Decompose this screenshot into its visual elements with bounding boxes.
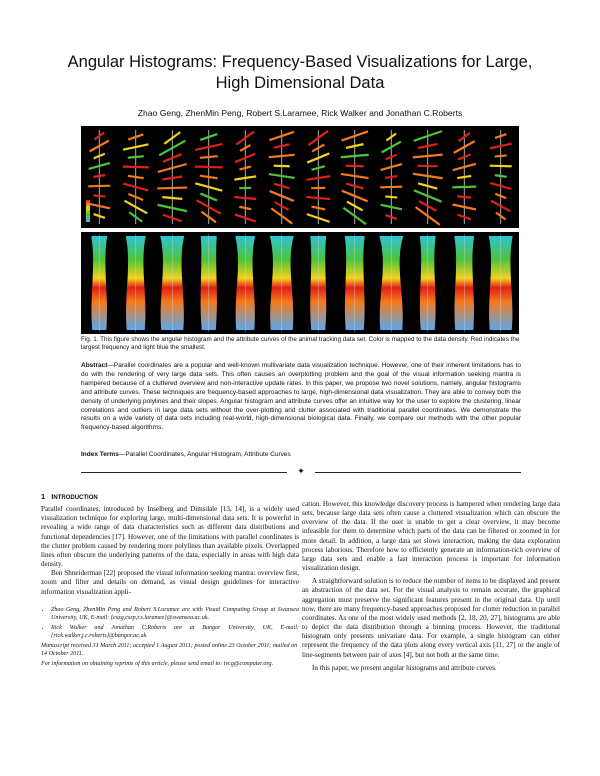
histogram-bin bbox=[157, 188, 187, 189]
index-terms-label: Index Terms bbox=[81, 451, 119, 458]
divider-diamond-icon: ✦ bbox=[297, 467, 305, 477]
histogram-bin bbox=[128, 156, 144, 157]
index-terms-text: —Parallel Coordinates, Angular Histogram, Attribute Curves bbox=[118, 451, 291, 458]
histogram-bin bbox=[195, 167, 223, 168]
divider-line-right bbox=[315, 472, 521, 473]
affiliation-bangor: • Rick Walker and Jonathan C.Roberts are at Bangor University, UK, E-mail: {rick.walker,j.c.roberts}@bangor.ac.uk. bbox=[51, 624, 299, 640]
intro-paragraph-2: Ben Shneiderman [22] proposed the visual information seeking mantra: overview first, zoom and filter and details on demand, as visual design guidelines for interactive information visualization appli- bbox=[41, 569, 299, 596]
section-title-rest: NTRODUCTION bbox=[53, 495, 98, 501]
histogram-bin bbox=[418, 166, 438, 167]
histogram-bin bbox=[123, 167, 149, 168]
abstract-label: Abstract bbox=[81, 362, 108, 369]
author-list: Zhao Geng, ZhenMin Peng, Robert S.Laramee, Rick Walker and Jonathan C.Roberts bbox=[137, 108, 463, 118]
figure-bottom-panel bbox=[81, 232, 519, 334]
histogram-bin bbox=[452, 187, 476, 188]
section-title-initial: I bbox=[51, 492, 54, 501]
teaser-figure bbox=[81, 126, 519, 334]
histogram-bin bbox=[495, 155, 507, 156]
affiliation-swansea: • Zhao Geng, ZhenMin Peng and Robert S.Laramee are with Visual Computing Group at Swansea University, UK, E-mail: {cszg,cszp,r.s.laramee}@swansea.ac.uk. bbox=[51, 606, 299, 622]
footnotes bbox=[41, 606, 299, 668]
abstract-text: —Parallel coordinates are a popular and well-known multivariate data visualization technique. However, one of their inherent limitations has to do with the rendering of very large data sets. This often causes an overplotting problem and the goal of the visual information seeking mantra is hampered because of a cluttered overview and non-interactive update rates. In this paper, we propose two novel solutions, namely, angular histograms and attribute curves. These techniques are frequency-based approaches to large, high-dimensional data visualization. They are able to convey both the density of underlying polylines and their slopes. Angular histogram and attribute curves offer an intuitive way for the user to explore the clustering, linear correlations and outliers in large data sets without the over-plotting and clutter associated with traditional parallel coordinates. We demonstrate the results on a wide variety of data sets including real-world, high-dimensional biological data. Finally, we compare our methods with the other popular frequency-based algorithms. bbox=[81, 362, 521, 432]
histogram-bin bbox=[457, 196, 471, 197]
right-column bbox=[302, 500, 560, 673]
figure-caption: Fig. 1. This figure shows the angular histogram and the attribute curves of the animal tracking data set. Color is mapped to the data density. Red indicates the largest frequency and light blue the smallest. bbox=[81, 336, 520, 352]
intro-paragraph-1: Parallel coordinates, introduced by Inselberg and Dimsdale [13, 14], is a widely used visualization technique for exploring large, multi-dimensional data sets. It is powerful in revealing a wide range of data characteristics such as different data distributions and functional dependencies [17]. However, one of the limitations with parallel coordinates is the clutter problem caused by rendering more polylines than available pixels. Overlapped lines often obscure the underlying patterns of the data, especially in areas with high data density. bbox=[41, 505, 299, 569]
section-divider bbox=[81, 466, 521, 478]
reprint-info: For information on obtaining reprints of this article, please send email to: tvcg@computer.org. bbox=[41, 660, 274, 667]
histogram-bin bbox=[93, 195, 105, 196]
histogram-bin bbox=[385, 196, 397, 197]
histogram-bin bbox=[88, 186, 110, 187]
manuscript-dates: Manuscript received 31 March 2011; accepted 1 August 2011; posted online 23 October 2011; mailed on 14 October 2011. bbox=[41, 642, 298, 657]
intro-paragraph-5: In this paper, we present angular histograms and attribute curves. bbox=[312, 663, 497, 672]
index-terms bbox=[81, 451, 521, 460]
histogram-bin bbox=[346, 166, 364, 167]
divider-line-left bbox=[81, 472, 287, 473]
left-column bbox=[41, 492, 299, 668]
section-number: 1 bbox=[41, 492, 46, 501]
paper-title-line-2: High Dimensional Data bbox=[215, 74, 385, 92]
histogram-bin bbox=[380, 187, 402, 188]
paper-title-line-1: Angular Histograms: Frequency-Based Visualizations for Large, bbox=[67, 53, 533, 71]
paper-title bbox=[40, 52, 560, 94]
teaser-figure-graphic bbox=[81, 126, 519, 334]
intro-paragraph-3: cation. However, this knowledge discovery process is hampered when rendering large data sets, because large data sets often cause a cluttered visualization which can obscure the overview of the data. If the user is unable to get a clear overview, it may become infeasible for them to determine which parts of the data can be filtered or zoomed in for more detail. In addition, a large data set slows interaction, making the data exploration process laborious. Therefore how to efficiently generate an information-rich overview of large data sets and enable a fast interaction process is important for information visualization design. bbox=[302, 500, 560, 573]
histogram-bin bbox=[490, 166, 512, 167]
intro-paragraph-4: A straightforward solution is to reduce the number of items to be displayed and present an abstraction of the data set. For the visual analysis to remain accurate, the graphical aggregation must preserve the significant features present in the original data. Up until now, there are many frequency-based approaches proposed for clutter reduction in parallel coordinates. As one of the most widely used methods [2, 18, 20, 27], histograms are able to depict the data distribution through a binning process. However, the traditional histogram only presents univariate data. For example, a single histogram can either represent the frequency of the data plots along every vertical axis [11, 27] or the angle of line-segments between pair of axes [4], but not both at the same time. bbox=[302, 577, 560, 659]
section-heading-introduction bbox=[41, 492, 299, 503]
abstract bbox=[81, 362, 521, 433]
color-legend-top bbox=[86, 200, 90, 222]
